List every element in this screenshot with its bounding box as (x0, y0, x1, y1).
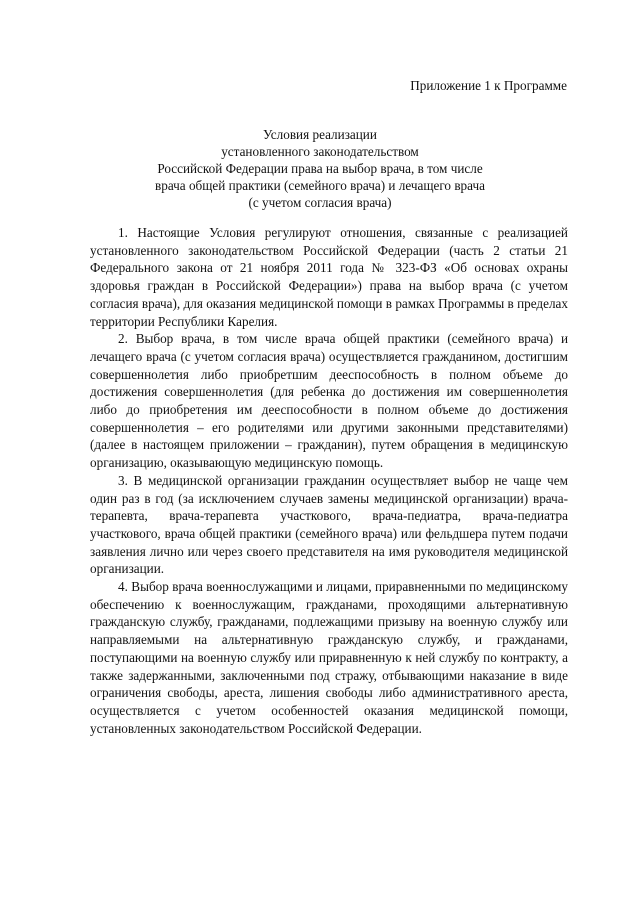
title-line-2: установленного законодательством (221, 144, 419, 159)
paragraph-1: 1. Настоящие Условия регулируют отношения, связанные с реализацией установленного законодательством Российской Федерации (часть 2 статьи 21 Федерального закона от 21 ноября 2011 года № 323-ФЗ «Об основах охраны здоровья граждан в Российской Федерации») права на выбор врача (с учетом согласия врача), для оказания медицинской помощи в рамках Программы в пределах территории Республики Карелия. (90, 225, 568, 329)
document-title (90, 126, 550, 211)
title-line-1: Условия реализации (263, 127, 377, 142)
appendix-label: Приложение 1 к Программе (410, 78, 567, 93)
paragraph-2: 2. Выбор врача, в том числе врача общей практики (семейного врача) и лечащего врача (с учетом согласия врача) осуществляется гражданином, достигшим совершеннолетия либо приобретшим дееспособность в полном объеме до достижения совершеннолетия (для ребенка до достижения им совершеннолетия либо до приобретения им дееспособности в полном объеме до достижения совершеннолетия – его родителями или другими законными представителями) (далее в настоящем приложении – гражданин), путем обращения в медицинскую организацию, оказывающую медицинскую помощь. (90, 331, 568, 471)
title-line-3: Российской Федерации права на выбор врача, в том числе (157, 161, 483, 176)
title-line-5: (с учетом согласия врача) (248, 195, 392, 210)
document-body (90, 224, 568, 737)
paragraph-4: 4. Выбор врача военнослужащими и лицами, приравненными по медицинскому обеспечению к военнослужащим, гражданами, проходящими альтернативную гражданскую службу, гражданами, подлежащими призыву на военную службу или направляемыми на альтернативную гражданскую службу, и гражданами, поступающими на военную службу или приравненную к ней службу по контракту, а также задержанными, заключенными под стражу, отбывающими наказание в виде ограничения свободы, ареста, лишения свободы либо административного ареста, осуществляется с учетом особенностей оказания медицинской помощи, установленных законодательством Российской Федерации. (90, 579, 568, 736)
paragraph-3: 3. В медицинской организации гражданин осуществляет выбор не чаще чем один раз в год (за исключением случаев замены медицинской организации) врача-терапевта, врача-терапевта участкового, врача-педиатра, врача-педиатра участкового, врача общей практики (семейного врача) или фельдшера путем подачи заявления лично или через своего представителя на имя руководителя медицинской организации. (90, 472, 568, 577)
title-line-4: врача общей практики (семейного врача) и лечащего врача (155, 178, 485, 193)
